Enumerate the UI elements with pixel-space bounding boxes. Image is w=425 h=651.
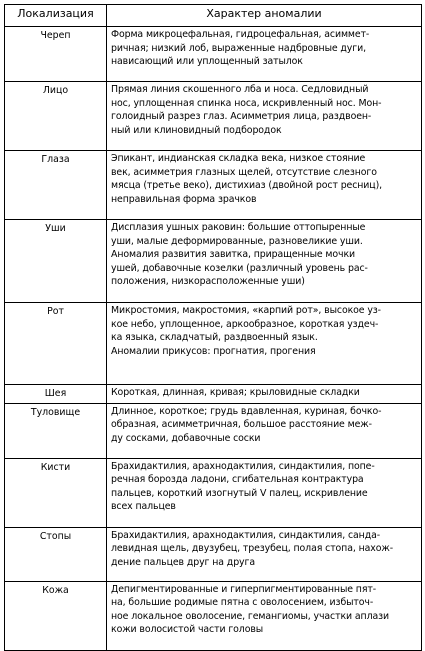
anomaly-description-cell: [107, 527, 422, 581]
anomaly-description-cell: [107, 220, 422, 303]
description-line: Короткая, длинная, кривая; крыловидные складки: [111, 387, 360, 398]
description-line: дение пальцев друг на друга: [111, 556, 255, 568]
table-row: [5, 220, 422, 303]
anomaly-description-cell: [107, 458, 422, 527]
description-line: речная борозда ладони, сгибательная контрактура: [111, 474, 364, 486]
anomaly-description-cell: [107, 385, 422, 404]
localization-cell: Шея: [5, 385, 107, 404]
description-line: Микростомия, макростомия, «карпий рот», высокое уз-: [111, 305, 381, 316]
description-line: Аномалия развития завитка, приращенные мочки: [111, 249, 356, 261]
table-row: [5, 581, 422, 650]
table-row: [5, 82, 422, 151]
description-line: левидная щель, двузубец, трезубец, полая стопа, нахож-: [111, 543, 394, 555]
anomaly-description-cell: [107, 581, 422, 650]
description-line: кое небо, уплощенное, аркообразное, короткая уздеч-: [111, 318, 379, 330]
description-line: ка языка, складчатый, раздвоенный язык.: [111, 332, 318, 344]
description-line: ушей, добавочные козелки (различный уровень рас-: [111, 262, 368, 274]
description-line: уши, малые деформированные, разновеликие уши.: [111, 235, 363, 247]
description-line: нависающий или уплощенный затылок: [111, 56, 303, 68]
header-anomaly-character: Характер аномалии: [107, 5, 422, 27]
table-row: [5, 27, 422, 82]
description-line: век, асимметрия глазных щелей, отсутствие слезного: [111, 166, 377, 178]
anomaly-description-cell: [107, 151, 422, 220]
description-line: Эпикант, индианская складка века, низкое стояние: [111, 153, 366, 164]
description-line: Дисплазия ушных раковин: большие оттопыренные: [111, 222, 366, 233]
description-line: Длинное, короткое; грудь вдавленная, куриная, бочко-: [111, 405, 382, 417]
localization-cell: Кисти: [5, 458, 107, 527]
anomaly-description-cell: [107, 82, 422, 151]
description-line: образная, асимметричная, большое расстояние меж-: [111, 419, 372, 431]
description-line: Депигментированные и гиперпигментированные пят-: [111, 583, 377, 595]
description-line: голоидный разрез глаз. Асимметрия лица, раздвоен-: [111, 111, 372, 123]
localization-cell: Туловище: [5, 403, 107, 458]
description-line: ное локальное оволосение, гемангиомы, участки аплази: [111, 610, 389, 622]
description-line: кожи волосистой части головы: [111, 624, 264, 636]
table-row: [5, 385, 422, 404]
localization-cell: Кожа: [5, 581, 107, 650]
description-line: мясца (третье веко), дистихиаз (двойной рост ресниц),: [111, 180, 383, 192]
header-localization: Локализация: [5, 5, 107, 27]
localization-cell: Череп: [5, 27, 107, 82]
description-line: Прямая линия скошенного лба и носа. Седловидный: [111, 84, 369, 95]
header-row: [5, 5, 422, 27]
description-line: положения, низкорасположенные уши): [111, 276, 305, 288]
description-line: всех пальцев: [111, 501, 176, 513]
table-row: [5, 303, 422, 385]
anomaly-description-cell: [107, 27, 422, 82]
table-row: [5, 527, 422, 581]
anomaly-description-cell: [107, 303, 422, 385]
description-line: Брахидактилия, арахнодактилия, синдактилия, попе-: [111, 460, 375, 472]
localization-cell: Глаза: [5, 151, 107, 220]
table-row: [5, 151, 422, 220]
anomaly-description-cell: [107, 403, 422, 458]
description-line: ный или клиновидный подбородок: [111, 124, 282, 136]
localization-cell: Стопы: [5, 527, 107, 581]
anomalies-table: [4, 4, 422, 651]
description-line: Брахидактилия, арахнодактилия, синдактилия, санда-: [111, 529, 381, 541]
description-line: нос, уплощенная спинка носа, искривленный нос. Мон-: [111, 97, 382, 109]
localization-cell: Уши: [5, 220, 107, 303]
localization-cell: Лицо: [5, 82, 107, 151]
description-line: неправильная форма зрачков: [111, 193, 257, 205]
description-line: Форма микроцефальная, гидроцефальная, асиммет-: [111, 29, 370, 40]
description-line: на, большие родимые пятна с оволосением, избыточ-: [111, 597, 374, 609]
description-line: Аномалии прикусов: прогнатия, прогения: [111, 345, 316, 357]
table-row: [5, 403, 422, 458]
table-row: [5, 458, 422, 527]
description-line: ду сосками, добавочные соски: [111, 432, 261, 444]
description-line: ричная; низкий лоб, выраженные надбровные дуги,: [111, 42, 366, 54]
localization-cell: Рот: [5, 303, 107, 385]
description-line: пальцев, короткий изогнутый V палец, искривление: [111, 487, 368, 499]
